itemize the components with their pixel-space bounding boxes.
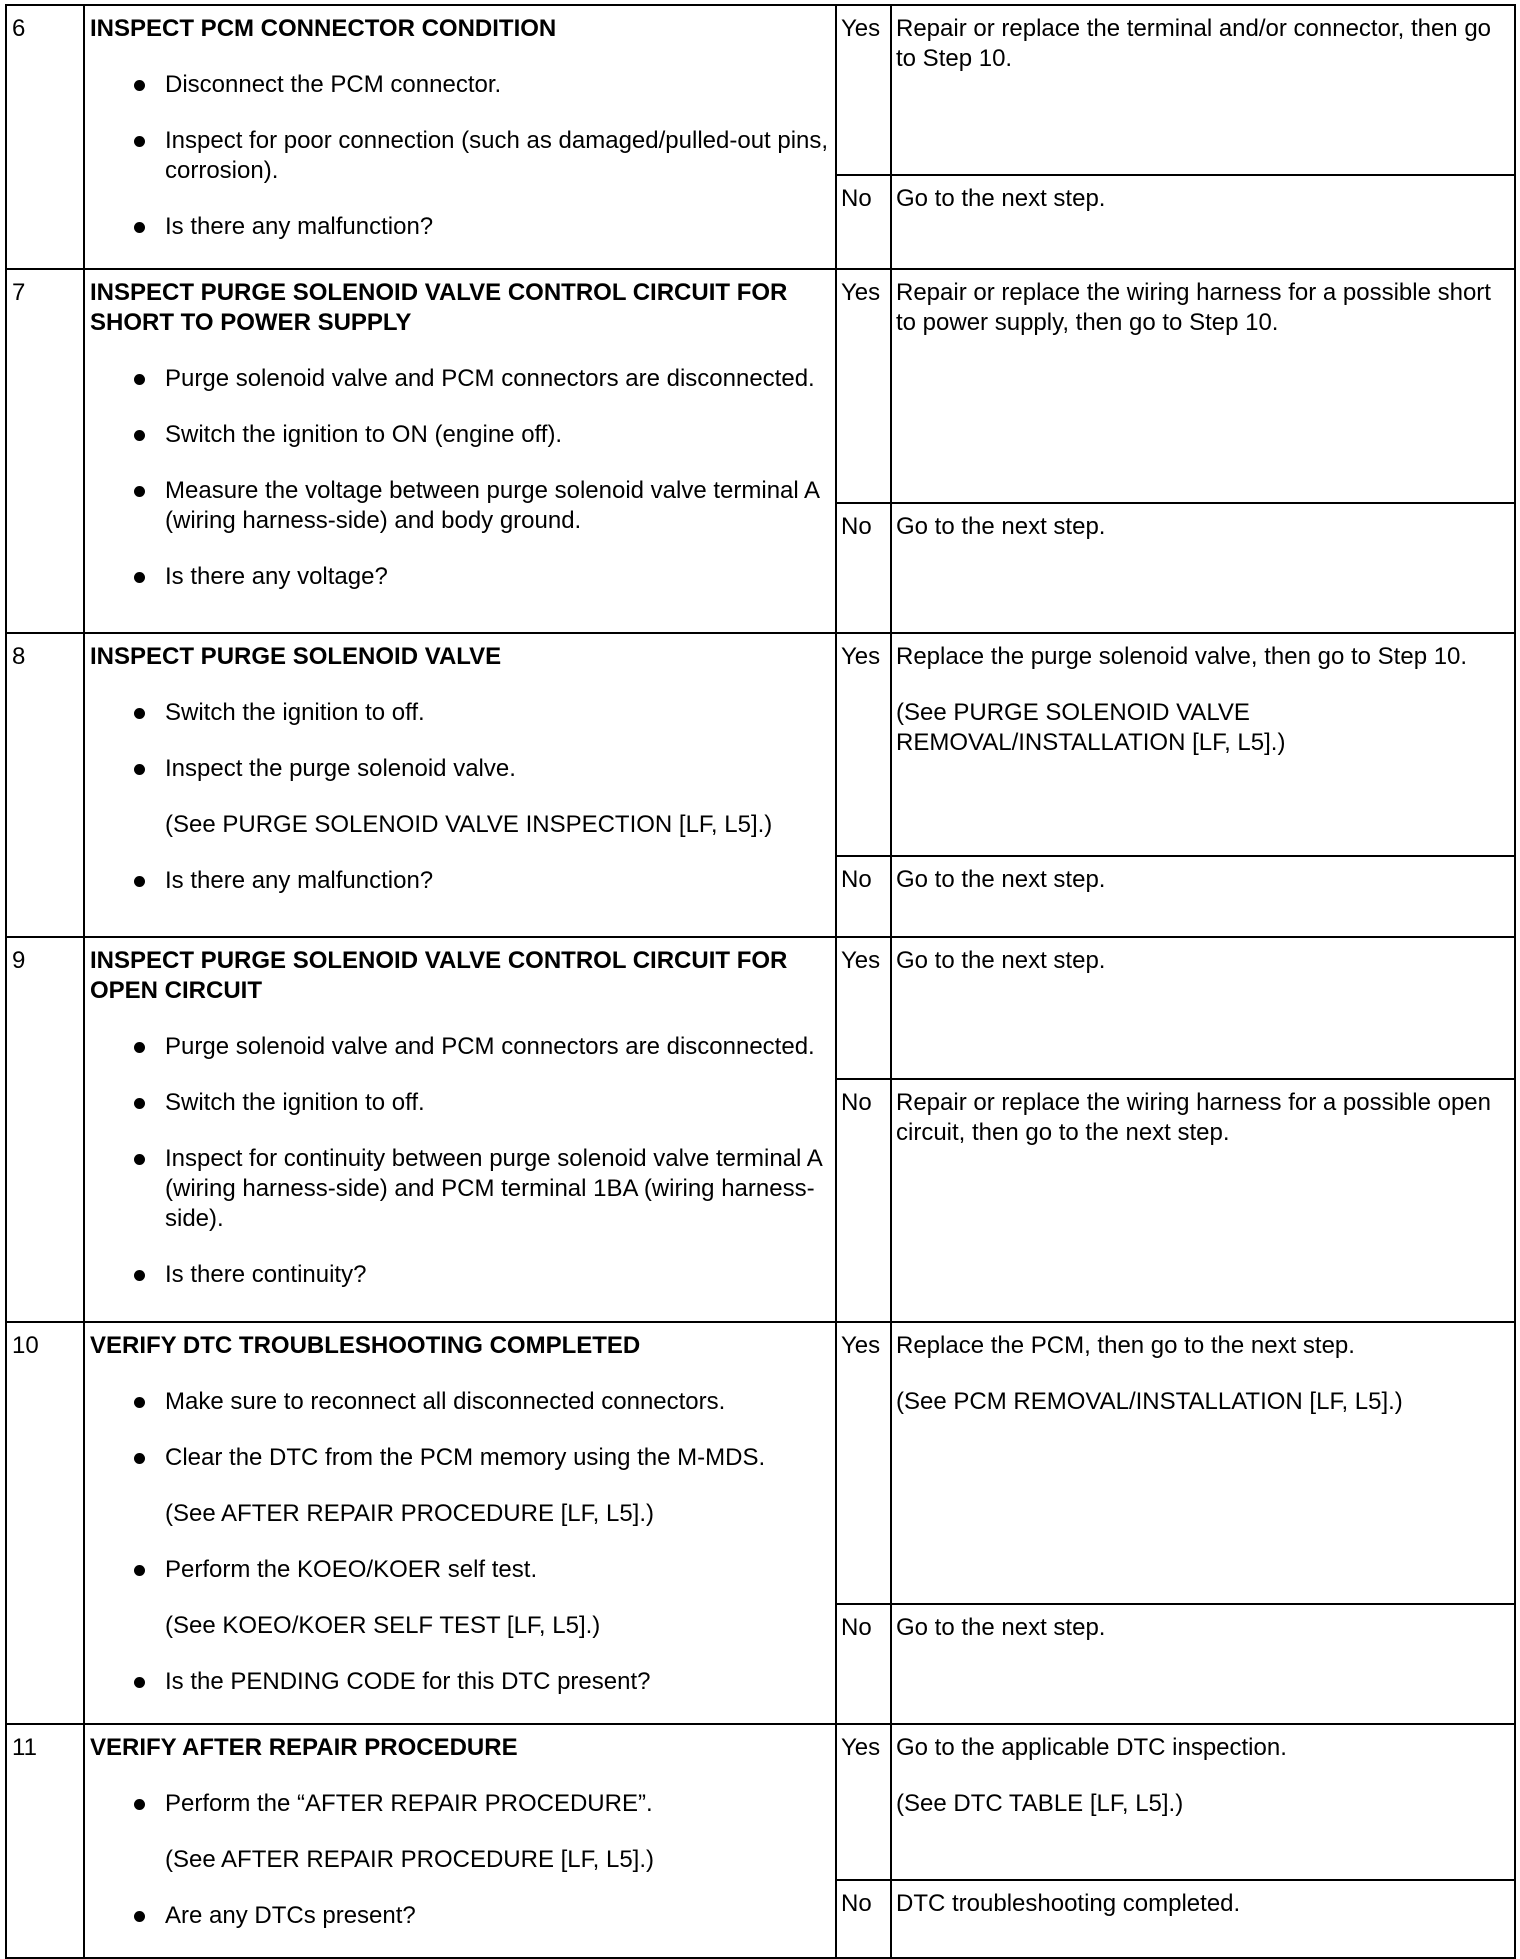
yes-action [891,5,1515,175]
bullet-dot-icon [134,1799,145,1810]
bullet-text: Purge solenoid valve and PCM connectors are disconnected. [165,1033,815,1060]
action-paragraph: Go to the next step. [896,947,1106,974]
bullet-item [90,1443,829,1473]
action-paragraph: Go to the next step. [896,185,1106,213]
step-row [6,633,1515,856]
bullet-item [90,1260,829,1290]
action-paragraph: (See PCM REMOVAL/INSTALLATION [LF, L5].) [896,1388,1403,1415]
reference-text: (See AFTER REPAIR PROCEDURE [LF, L5].) [165,1846,655,1873]
bullet-item [90,698,829,728]
step-title: INSPECT PURGE SOLENOID VALVE CONTROL CIRCUIT FOR SHORT TO POWER SUPPLY [90,279,788,336]
reference-text: (See AFTER REPAIR PROCEDURE [LF, L5].) [165,1500,655,1527]
bullet-text: Clear the DTC from the PCM memory using the M-MDS. [165,1444,766,1471]
bullet-text: Make sure to reconnect all disconnected connectors. [165,1388,726,1415]
yes-label: Yes [836,937,891,1079]
step-row [6,937,1515,1079]
no-action [891,856,1515,937]
bullet-dot-icon [134,1098,145,1109]
yes-action [891,1724,1515,1880]
bullet-item [90,1555,829,1585]
bullet-item [90,1901,829,1931]
bullet-dot-icon [134,708,145,719]
bullet-item [90,126,829,186]
action-paragraph: Replace the PCM, then go to the next step. [896,1332,1355,1359]
action-paragraph: Replace the purge solenoid valve, then go to Step 10. [896,643,1468,670]
no-action [891,175,1515,269]
no-action [891,1880,1515,1958]
bullet-text: Inspect the purge solenoid valve. [165,755,516,782]
action-paragraph: Repair or replace the terminal and/or connector, then go to Step 10. [896,15,1492,72]
step-number: 10 [6,1322,84,1724]
bullet-item [90,754,829,784]
bullet-item [90,212,829,242]
action-paragraph: Repair or replace the wiring harness for a possible short to power supply, then go to Step 10. [896,279,1491,336]
action-paragraph: Go to the applicable DTC inspection. [896,1734,1287,1761]
no-label: No [836,1604,891,1724]
bullet-dot-icon [134,572,145,583]
action-paragraph: Repair or replace the wiring harness for a possible open circuit, then go to the next step. [896,1089,1491,1146]
bullet-text: Switch the ignition to off. [165,1089,425,1116]
yes-action [891,1322,1515,1604]
bullet-text: Purge solenoid valve and PCM connectors are disconnected. [165,365,815,392]
no-label: No [836,503,891,633]
action-paragraph: (See PURGE SOLENOID VALVE REMOVAL/INSTALLATION [LF, L5].) [896,699,1286,756]
bullet-text: Is there continuity? [165,1261,367,1288]
bullet-dot-icon [134,374,145,385]
no-label: No [836,1880,891,1958]
yes-label: Yes [836,5,891,175]
bullet-dot-icon [134,80,145,91]
no-label: No [836,856,891,937]
bullet-dot-icon [134,486,145,497]
bullet-dot-icon [134,764,145,775]
bullet-item [90,562,829,592]
bullet-text: Inspect for continuity between purge solenoid valve terminal A (wiring harness-side) and PCM terminal 1BA (wiring harness-side). [165,1145,822,1232]
inspection-cell [84,269,836,633]
step-row [6,5,1515,175]
step-number: 9 [6,937,84,1322]
reference-text: (See KOEO/KOER SELF TEST [LF, L5].) [165,1612,601,1639]
step-number: 8 [6,633,84,937]
step-row [6,269,1515,503]
inspection-cell [84,633,836,937]
bullet-item [90,420,829,450]
bullet-item [90,364,829,394]
bullet-item [90,1789,829,1819]
bullet-dot-icon [134,876,145,887]
step-title: INSPECT PCM CONNECTOR CONDITION [90,15,557,42]
bullet-dot-icon [134,1453,145,1464]
step-title: VERIFY AFTER REPAIR PROCEDURE [90,1734,518,1761]
bullet-dot-icon [134,1565,145,1576]
yes-label: Yes [836,1724,891,1880]
step-row [6,1322,1515,1604]
bullet-item [90,866,829,896]
bullet-text: Perform the KOEO/KOER self test. [165,1556,538,1583]
action-paragraph: Go to the next step. [896,1613,1106,1641]
no-action [891,1604,1515,1724]
action-paragraph: Go to the next step. [896,513,1106,540]
yes-label: Yes [836,1322,891,1604]
bullet-text: Perform the “AFTER REPAIR PROCEDURE”. [165,1790,653,1817]
action-paragraph: (See DTC TABLE [LF, L5].) [896,1790,1184,1817]
no-action [891,503,1515,633]
reference-text: (See PURGE SOLENOID VALVE INSPECTION [LF, L5].) [165,811,773,838]
troubleshooting-table [5,4,1516,1959]
inspection-cell [84,5,836,269]
bullet-dot-icon [134,222,145,233]
bullet-dot-icon [134,1677,145,1688]
no-label: No [836,175,891,269]
no-label: No [836,1079,891,1322]
step-title: INSPECT PURGE SOLENOID VALVE CONTROL CIRCUIT FOR OPEN CIRCUIT [90,947,788,1004]
bullet-item [90,1032,829,1062]
bullet-item [90,1387,829,1417]
step-title: INSPECT PURGE SOLENOID VALVE [90,643,502,670]
bullet-text: Is there any voltage? [165,563,388,590]
step-row [6,1724,1515,1880]
step-number: 11 [6,1724,84,1958]
bullet-item [90,476,829,536]
bullet-text: Is there any malfunction? [165,213,434,240]
yes-action [891,633,1515,856]
action-paragraph: DTC troubleshooting completed. [896,1889,1241,1917]
bullet-text: Disconnect the PCM connector. [165,71,502,98]
yes-label: Yes [836,269,891,503]
bullet-dot-icon [134,1397,145,1408]
bullet-text: Are any DTCs present? [165,1902,416,1929]
bullet-text: Switch the ignition to ON (engine off). [165,421,563,448]
bullet-item [90,1088,829,1118]
inspection-cell [84,937,836,1322]
bullet-text: Switch the ignition to off. [165,699,425,726]
step-title: VERIFY DTC TROUBLESHOOTING COMPLETED [90,1332,641,1359]
bullet-text: Is there any malfunction? [165,867,434,894]
bullet-item [90,1144,829,1234]
bullet-dot-icon [134,1911,145,1922]
bullet-text: Is the PENDING CODE for this DTC present? [165,1668,651,1695]
bullet-dot-icon [134,430,145,441]
yes-action [891,269,1515,503]
bullet-dot-icon [134,1154,145,1165]
step-number: 6 [6,5,84,269]
bullet-item [90,70,829,100]
action-paragraph: Go to the next step. [896,866,1106,893]
inspection-cell [84,1322,836,1724]
bullet-item [90,1667,829,1697]
bullet-dot-icon [134,136,145,147]
yes-label: Yes [836,633,891,856]
step-number: 7 [6,269,84,633]
bullet-dot-icon [134,1270,145,1281]
no-action [891,1079,1515,1322]
bullet-text: Measure the voltage between purge solenoid valve terminal A (wiring harness-side) and body ground. [165,477,819,534]
bullet-text: Inspect for poor connection (such as damaged/pulled-out pins, corrosion). [165,127,829,184]
yes-action [891,937,1515,1079]
bullet-dot-icon [134,1042,145,1053]
inspection-cell [84,1724,836,1958]
